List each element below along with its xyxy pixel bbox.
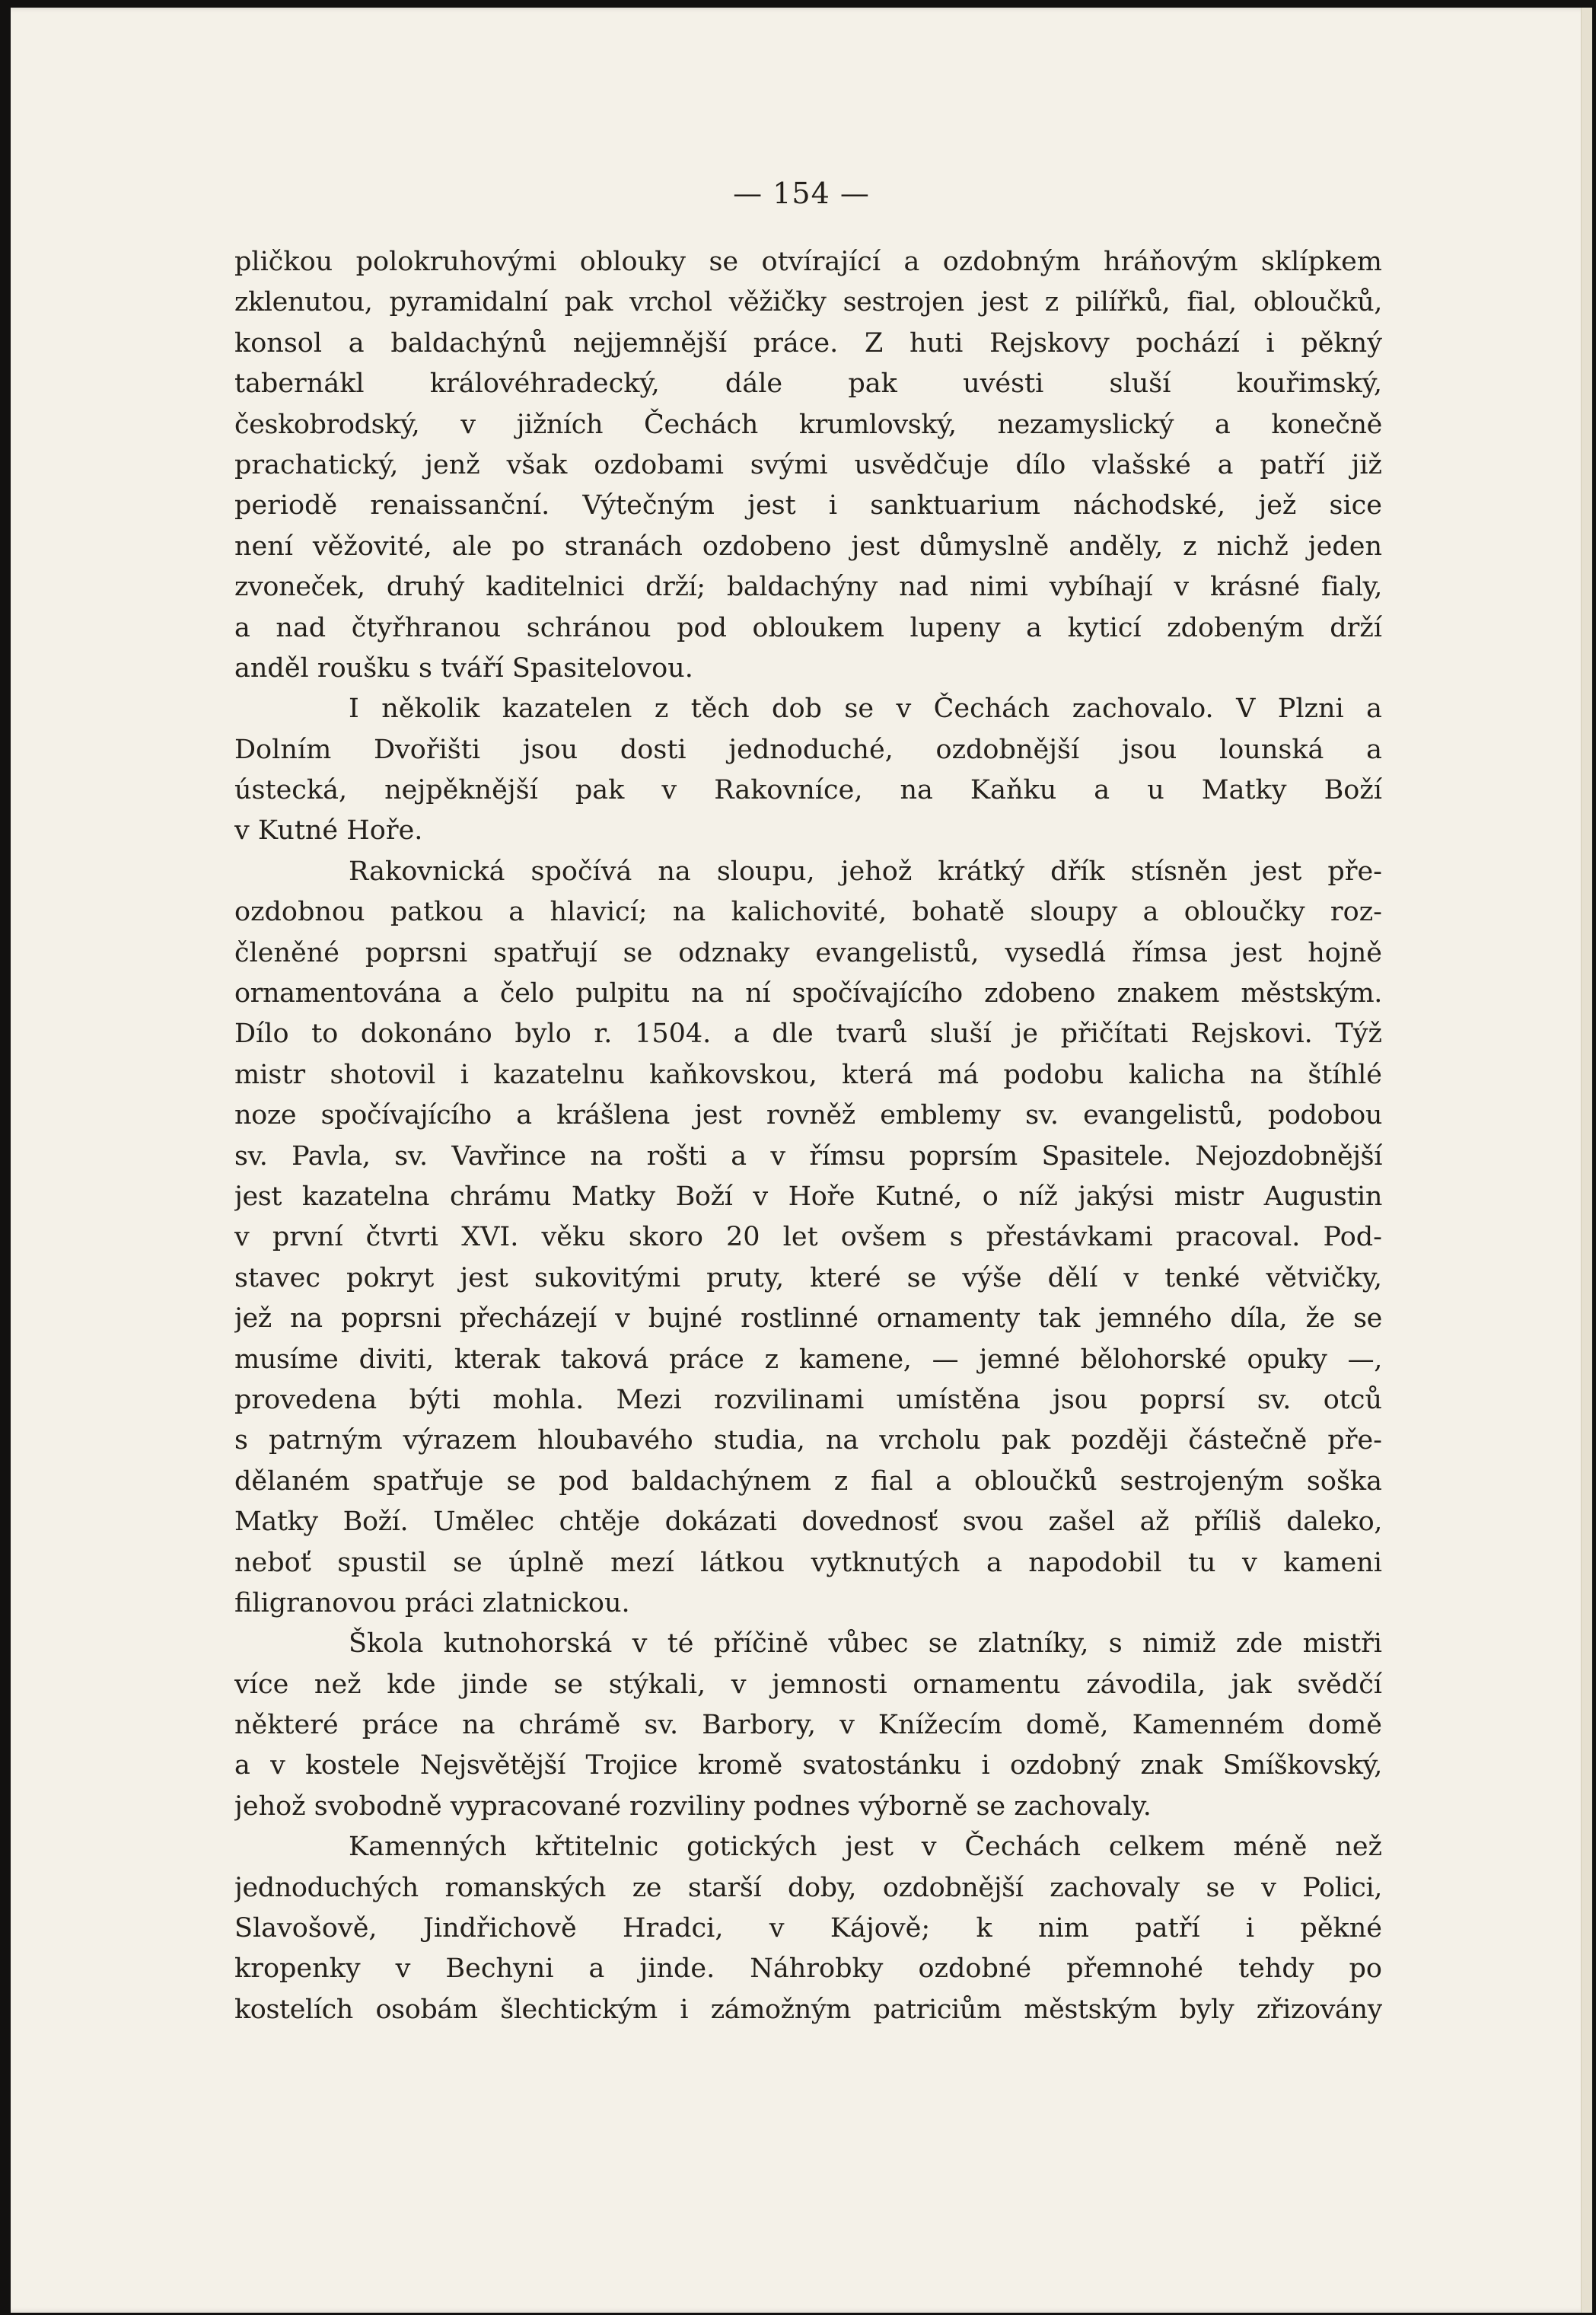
text-line: a nad čtyřhranou schránou pod obloukem lupeny a kyticí zdobeným drží [234, 612, 1382, 643]
text-line: noze spočívajícího a krášlena jest rovněž emblemy sv. evangelistů, podobou [234, 1100, 1382, 1131]
text-line: není věžovité, ale po stranách ozdobeno jest důmyslně anděly, z nichž jeden [234, 531, 1382, 562]
book-page [11, 8, 1592, 2313]
text-line: některé práce na chrámě sv. Barbory, v Knížecím domě, Kamenném domě [234, 1710, 1382, 1741]
text-line: periodě renaissanční. Výtečným jest i sanktuarium náchodské, jež sice [234, 490, 1382, 521]
page-spine-edge [1581, 8, 1592, 2313]
text-line: filigranovou práci zlatnickou. [234, 1587, 630, 1618]
text-line: tabernákl královéhradecký, dále pak uvésti sluší kouřimský, [234, 368, 1382, 400]
text-line: zvoneček, druhý kaditelnici drží; baldachýny nad nimi vybíhají v krásné fialy, [234, 572, 1382, 603]
text-line: musíme diviti, kterak taková práce z kamene, — jemné bělohorské opuky —, [234, 1344, 1382, 1375]
text-line: jest kazatelna chrámu Matky Boží v Hoře Kutné, o níž jakýsi mistr Augustin [234, 1181, 1382, 1212]
body-text [234, 242, 1382, 2030]
text-line: kostelích osobám šlechtickým i zámožným patriciům městským byly zřizovány [234, 1994, 1382, 2025]
text-line: pličkou polokruhovými oblouky se otvírající a ozdobným hráňovým sklípkem [234, 247, 1382, 277]
text-line: Dolním Dvořišti jsou dosti jednoduché, ozdobnější jsou lounská a [234, 734, 1382, 765]
text-line: neboť spustil se úplně mezí látkou vytknutých a napodobil tu v kameni [234, 1547, 1382, 1578]
text-line: Škola kutnohorská v té příčině vůbec se zlatníky, s nimiž zde mistři [349, 1628, 1382, 1660]
text-line: Dílo to dokonáno bylo r. 1504. a dle tvarů sluší je přičítati Rejskovi. Týž [234, 1019, 1382, 1050]
text-line: v první čtvrti XVI. věku skoro 20 let ovšem s přestávkami pracoval. Pod- [234, 1222, 1382, 1253]
text-line: více než kde jinde se stýkali, v jemnosti ornamentu závodila, jak svědčí [234, 1669, 1382, 1700]
text-line: ornamentována a čelo pulpitu na ní spočívajícího zdobeno znakem městským. [234, 978, 1382, 1009]
text-line: jednoduchých romanských ze starší doby, ozdobnější zachovaly se v Polici, [234, 1872, 1382, 1903]
text-line: Matky Boží. Umělec chtěje dokázati dovednosť svou zašel až příliš daleko, [234, 1507, 1382, 1538]
text-line: ozdobnou patkou a hlavicí; na kalichovité, bohatě sloupy a obloučky roz- [234, 897, 1382, 928]
text-line: členěné poprsni spatřují se odznaky evangelistů, vysedlá římsa jest hojně [234, 937, 1382, 968]
text-line: v Kutné Hoře. [234, 815, 423, 847]
text-line: stavec pokryt jest sukovitými pruty, které se výše dělí v tenké větvičky, [234, 1262, 1382, 1293]
text-line: ústecká, nejpěknější pak v Rakovníce, na Kaňku a u Matky Boží [234, 775, 1382, 806]
text-line: a v kostele Nejsvětější Trojice kromě svatostánku i ozdobný znak Smíškovský, [234, 1750, 1382, 1781]
page-number: — 154 — [733, 177, 870, 210]
text-line: jež na poprsni přecházejí v bujné rostlinné ornamenty tak jemného díla, že se [234, 1303, 1382, 1334]
text-line: jehož svobodně vypracované rozviliny podnes výborně se zachovaly. [234, 1790, 1152, 1822]
text-line: s patrným výrazem hloubavého studia, na vrcholu pak později částečně pře- [234, 1425, 1382, 1456]
text-line: dělaném spatřuje se pod baldachýnem z fial a obloučků sestrojeným soška [234, 1465, 1382, 1497]
text-line: prachatický, jenž však ozdobami svými usvědčuje dílo vlašské a patří již [234, 449, 1382, 480]
text-line: konsol a baldachýnů nejjemnější práce. Z huti Rejskovy pochází i pěkný [234, 327, 1382, 359]
text-line: I několik kazatelen z těch dob se v Čechách zachovalo. V Plzni a [349, 694, 1382, 725]
text-line: Kamenných křtitelnic gotických jest v Čechách celkem méně než [349, 1832, 1382, 1863]
text-line: českobrodský, v jižních Čechách krumlovský, nezamyslický a konečně [234, 409, 1382, 440]
text-line: mistr shotovil i kazatelnu kaňkovskou, která má podobu kalicha na štíhlé [234, 1059, 1382, 1090]
text-line: provedena býti mohla. Mezi rozvilinami umístěna jsou poprsí sv. otců [234, 1384, 1382, 1415]
text-line: Rakovnická spočívá na sloupu, jehož krátký dřík stísněn jest pře- [349, 856, 1382, 887]
text-line: kropenky v Bechyni a jinde. Náhrobky ozdobné přemnohé tehdy po [234, 1953, 1382, 1985]
text-line: Slavošově, Jindřichově Hradci, v Kájově; k nim patří i pěkné [234, 1913, 1382, 1944]
text-line: zklenutou, pyramidalní pak vrchol věžičky sestrojen jest z pilířků, fial, obloučků, [234, 287, 1382, 318]
text-line: sv. Pavla, sv. Vavřince na rošti a v římsu poprsím Spasitele. Nejozdobnější [234, 1140, 1382, 1172]
text-line: anděl roušku s tváří Spasitelovou. [234, 652, 693, 684]
